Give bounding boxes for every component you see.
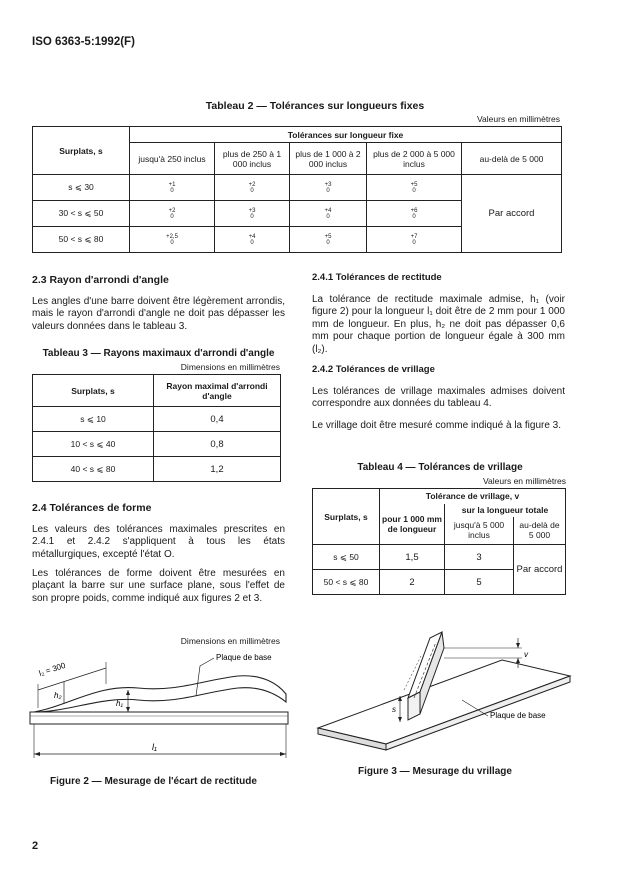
- section-2-4-2-paragraph-1: Les tolérances de vrillage maximales admises doivent correspondre aux données du tableau 4.: [312, 386, 565, 410]
- section-2-3-title: 2.3 Rayon d'arrondi d'angle: [32, 274, 169, 286]
- row-label: s ⩽ 50: [313, 545, 380, 570]
- table2-col-header: plus de 250 à 1 000 inclus: [215, 143, 290, 175]
- figure3-s-label: s: [392, 705, 396, 714]
- tolerance-cell: +5 0: [290, 227, 367, 253]
- tolerance-cell: +5 0: [367, 175, 462, 201]
- table3: [32, 374, 281, 482]
- tolerance-cell: +3 0: [290, 175, 367, 201]
- section-2-4-1-paragraph: La tolérance de rectitude maximale admise, h₁ (voir figure 2) pour la longueur l₁ doit être de 2 mm pour 1 000 mm de longueur. En plus, h₂ ne doit pas dépasser 0,6 mm pour chaque portion de longueur égale à 300 mm (l₂).: [312, 294, 565, 355]
- figure2-plate-label: Plaque de base: [216, 653, 272, 662]
- row-value: 2: [380, 570, 445, 595]
- row-value: 0,4: [154, 407, 281, 432]
- tolerance-cell: +6 0: [367, 201, 462, 227]
- section-2-4-2-title: 2.4.2 Tolérances de vrillage: [312, 364, 435, 375]
- section-2-4-paragraph-1: Les valeurs des tolérances maximales prescrites en 2.4.1 et 2.4.2 s'appliquent à tous les états métallurgiques, excepté l'état O.: [32, 524, 285, 560]
- table-row: [33, 407, 281, 432]
- tolerance-cell: +7 0: [367, 227, 462, 253]
- row-value: 5: [445, 570, 514, 595]
- bar-shape: [34, 676, 286, 712]
- tolerance-cell: +3 0: [215, 201, 290, 227]
- table4-unit-note: Valeurs en millimètres: [483, 476, 566, 486]
- figure2-diagram: [28, 646, 290, 766]
- row-label: 50 < s ⩽ 80: [313, 570, 380, 595]
- tolerance-cell: +2,5 0: [130, 227, 215, 253]
- row-label: 40 < s ⩽ 80: [33, 457, 154, 482]
- table2: [32, 126, 562, 253]
- row-value: 1,2: [154, 457, 281, 482]
- merged-cell: Par accord: [462, 175, 562, 253]
- merged-cell: Par accord: [514, 545, 566, 595]
- tolerance-cell: +4 0: [215, 227, 290, 253]
- table2-col-header: au-delà de 5 000: [462, 143, 562, 175]
- table4-header-upto-5000: jusqu'à 5 000 inclus: [445, 517, 514, 545]
- row-value: 0,8: [154, 432, 281, 457]
- row-label: s ⩽ 30: [33, 175, 130, 201]
- table2-group-header: Tolérances sur longueur fixe: [130, 127, 562, 143]
- tolerance-cell: +1 0: [130, 175, 215, 201]
- section-2-4-title: 2.4 Tolérances de forme: [32, 502, 152, 514]
- figure2-l2-label: l₂ = 300: [37, 660, 67, 678]
- row-value: 3: [445, 545, 514, 570]
- table4-group-header: Tolérance de vrillage, v: [380, 489, 566, 504]
- figure2-h1-label: h₁: [116, 699, 123, 708]
- table3-unit-note: Dimensions en millimètres: [180, 362, 280, 372]
- table2-header-surplats: Surplats, s: [33, 127, 130, 175]
- figure3-plate-label: Plaque de base: [490, 711, 546, 720]
- table-row: [33, 432, 281, 457]
- table3-caption: Tableau 3 — Rayons maximaux d'arrondi d'angle: [42, 348, 275, 359]
- table4-caption: Tableau 4 — Tolérances de vrillage: [357, 462, 523, 473]
- table2-col-header: jusqu'à 250 inclus: [130, 143, 215, 175]
- table4-header-per-1000: pour 1 000 mm de longueur: [380, 504, 445, 545]
- tolerance-cell: +2 0: [130, 201, 215, 227]
- figure2-unit-note: Dimensions en millimètres: [180, 636, 280, 646]
- figure3-diagram: [312, 630, 574, 760]
- figure2-l1-label: l₁: [152, 742, 157, 752]
- base-plate-shape: [30, 712, 288, 724]
- row-label: s ⩽ 10: [33, 407, 154, 432]
- table3-header-radius: Rayon maximal d'arrondi d'angle: [154, 375, 281, 407]
- table-row: [33, 175, 562, 201]
- figure2-h2-label: h₂: [54, 691, 62, 700]
- section-2-3-paragraph: Les angles d'une barre doivent être légèrement arrondis, mais le rayon d'arrondi d'angle ne doit pas dépasser les valeurs données dans le tableau 3.: [32, 296, 285, 332]
- document-id: ISO 6363-5:1992(F): [32, 36, 135, 48]
- row-label: 30 < s ⩽ 50: [33, 201, 130, 227]
- table2-col-header: plus de 2 000 à 5 000 inclus: [367, 143, 462, 175]
- table4-header-over-5000: au-delà de 5 000: [514, 517, 566, 545]
- table2-caption: Tableau 2 — Tolérances sur longueurs fixes: [205, 100, 425, 112]
- section-2-4-2-paragraph-2: Le vrillage doit être mesuré comme indiqué à la figure 3.: [312, 420, 562, 431]
- figure3-caption: Figure 3 — Mesurage du vrillage: [358, 766, 512, 777]
- figure2-caption: Figure 2 — Mesurage de l'écart de rectitude: [50, 776, 257, 787]
- section-2-4-1-title: 2.4.1 Tolérances de rectitude: [312, 272, 442, 283]
- table4-header-surplats: Surplats, s: [313, 489, 380, 545]
- page-number: 2: [32, 840, 39, 852]
- table3-header-surplats: Surplats, s: [33, 375, 154, 407]
- table2-col-header: plus de 1 000 à 2 000 inclus: [290, 143, 367, 175]
- base-plate-shape: [318, 660, 570, 744]
- table4-subgroup-header: sur la longueur totale: [445, 504, 566, 517]
- table4: [312, 488, 566, 595]
- row-label: 10 < s ⩽ 40: [33, 432, 154, 457]
- tolerance-cell: +4 0: [290, 201, 367, 227]
- tolerance-cell: +2 0: [215, 175, 290, 201]
- row-value: 1,5: [380, 545, 445, 570]
- table2-unit-note: Valeurs en millimètres: [477, 114, 560, 124]
- row-label: 50 < s ⩽ 80: [33, 227, 130, 253]
- table-row: [33, 457, 281, 482]
- figure3-v-label: v: [524, 650, 528, 659]
- table-row: [313, 545, 566, 570]
- section-2-4-paragraph-2: Les tolérances de forme doivent être mesurées en plaçant la barre sur une surface plane, sous l'effet de son propre poids, comme indiqué aux figures 2 et 3.: [32, 568, 285, 604]
